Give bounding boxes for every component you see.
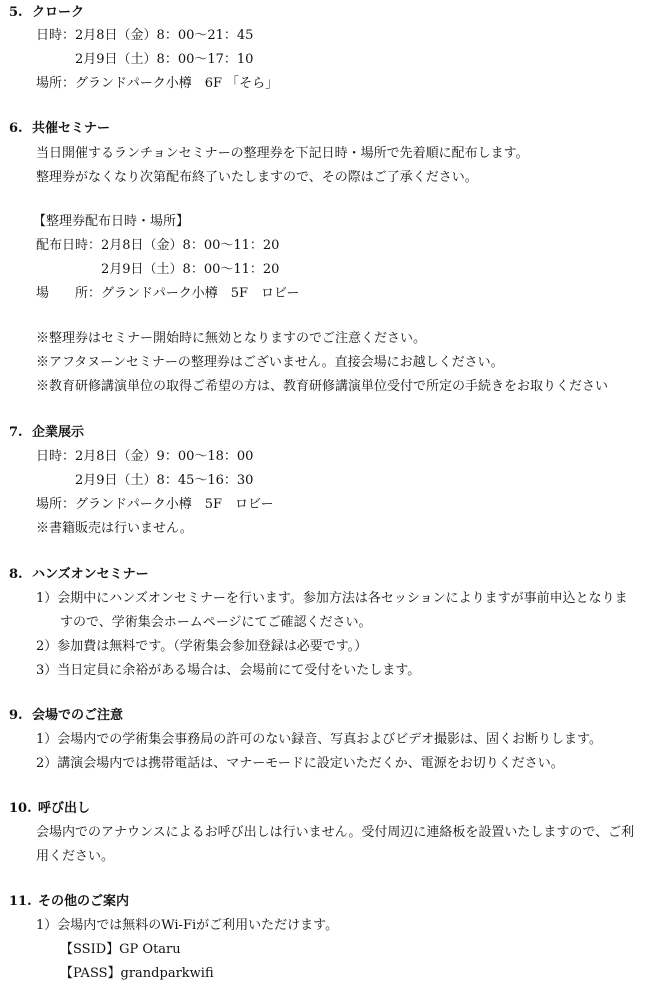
section-11-number: 11.: [9, 894, 32, 909]
section-11-pass: 【PASS】grandparkwifi: [60, 966, 214, 981]
section-10-title: 呼び出し: [38, 801, 91, 816]
section-10-number: 10.: [9, 801, 32, 816]
section-7-place: 場所：グランドパーク小樽 5F ロビー: [36, 497, 274, 512]
section-5-title: クローク: [32, 5, 85, 20]
section-5-number: 5.: [9, 5, 23, 20]
section-9-item-1: 1）会場内での学術集会事務局の許可のない録音、写真およびビデオ撮影は、固くお断りします。: [36, 732, 602, 747]
section-6-note-3: ※教育研修講演単位の取得ご希望の方は、教育研修講演単位受付で所定の手続きをお取りください: [36, 379, 609, 394]
section-6-title: 共催セミナー: [32, 121, 111, 136]
section-7-number: 7.: [9, 425, 23, 440]
section-8-item-1-line-1: 1）会期中にハンズオンセミナーを行います。参加方法は各セッションによりますが事前申込となりま: [36, 591, 628, 606]
section-7-title: 企業展示: [32, 425, 85, 440]
section-6-note-1: ※整理券はセミナー開始時に無効となりますのでご注意ください。: [36, 331, 427, 346]
section-7-date-1: 日時：2月8日（金）9：00〜18：00: [36, 449, 254, 464]
section-6-date-1: 配布日時：2月8日（金）8：00〜11：20: [36, 238, 280, 253]
section-10-paragraph-1: 会場内でのアナウンスによるお呼び出しは行いません。受付周辺に連絡板を設置いたしますので、ご利: [36, 825, 635, 840]
section-6-place: 場 所：グランドパーク小樽 5F ロビー: [36, 286, 300, 301]
section-9-item-2: 2）講演会場内では携帯電話は、マナーモードに設定いただくか、電源をお切りください。: [36, 756, 564, 771]
section-8-number: 8.: [9, 567, 23, 582]
section-5-date-1: 日時：2月8日（金）8：00〜21：45: [36, 28, 254, 43]
section-11-item-1: 1）会場内では無料のWi-Fiがご利用いただけます。: [36, 918, 339, 933]
section-7-date-2: 2月9日（土）8：45〜16：30: [75, 473, 254, 488]
section-9-title: 会場でのご注意: [32, 708, 124, 723]
section-6-note-2: ※アフタヌーンセミナーの整理券はございません。直接会場にお越しください。: [36, 355, 504, 370]
section-6-paragraph-2: 整理券がなくなり次第配布終了いたしますので、その際はご了承ください。: [36, 170, 478, 185]
section-6-date-2: 2月9日（土）8：00〜11：20: [101, 262, 280, 277]
section-9-number: 9.: [9, 708, 23, 723]
section-7-note: ※書籍販売は行いません。: [36, 521, 193, 536]
section-5-place: 場所：グランドパーク小樽 6F 「そら」: [36, 76, 279, 91]
section-10-paragraph-2: 用ください。: [36, 849, 115, 864]
section-11-title: その他のご案内: [38, 894, 130, 909]
section-6-paragraph-1: 当日開催するランチョンセミナーの整理券を下記日時・場所で先着順に配布します。: [36, 146, 529, 161]
section-11-ssid: 【SSID】GP Otaru: [60, 942, 181, 957]
section-6-number: 6.: [9, 121, 23, 136]
section-5-date-2: 2月9日（土）8：00〜17：10: [75, 52, 254, 67]
section-6-subheading: 【整理券配布日時・場所】: [33, 214, 190, 229]
section-8-item-3: 3）当日定員に余裕がある場合は、会場前にて受付をいたします。: [36, 663, 421, 678]
section-8-item-2: 2）参加費は無料です。（学術集会参加登録は必要です。）: [36, 639, 368, 654]
section-8-title: ハンズオンセミナー: [32, 567, 149, 582]
section-8-item-1-line-2: すので、学術集会ホームページにてご確認ください。: [60, 615, 372, 630]
